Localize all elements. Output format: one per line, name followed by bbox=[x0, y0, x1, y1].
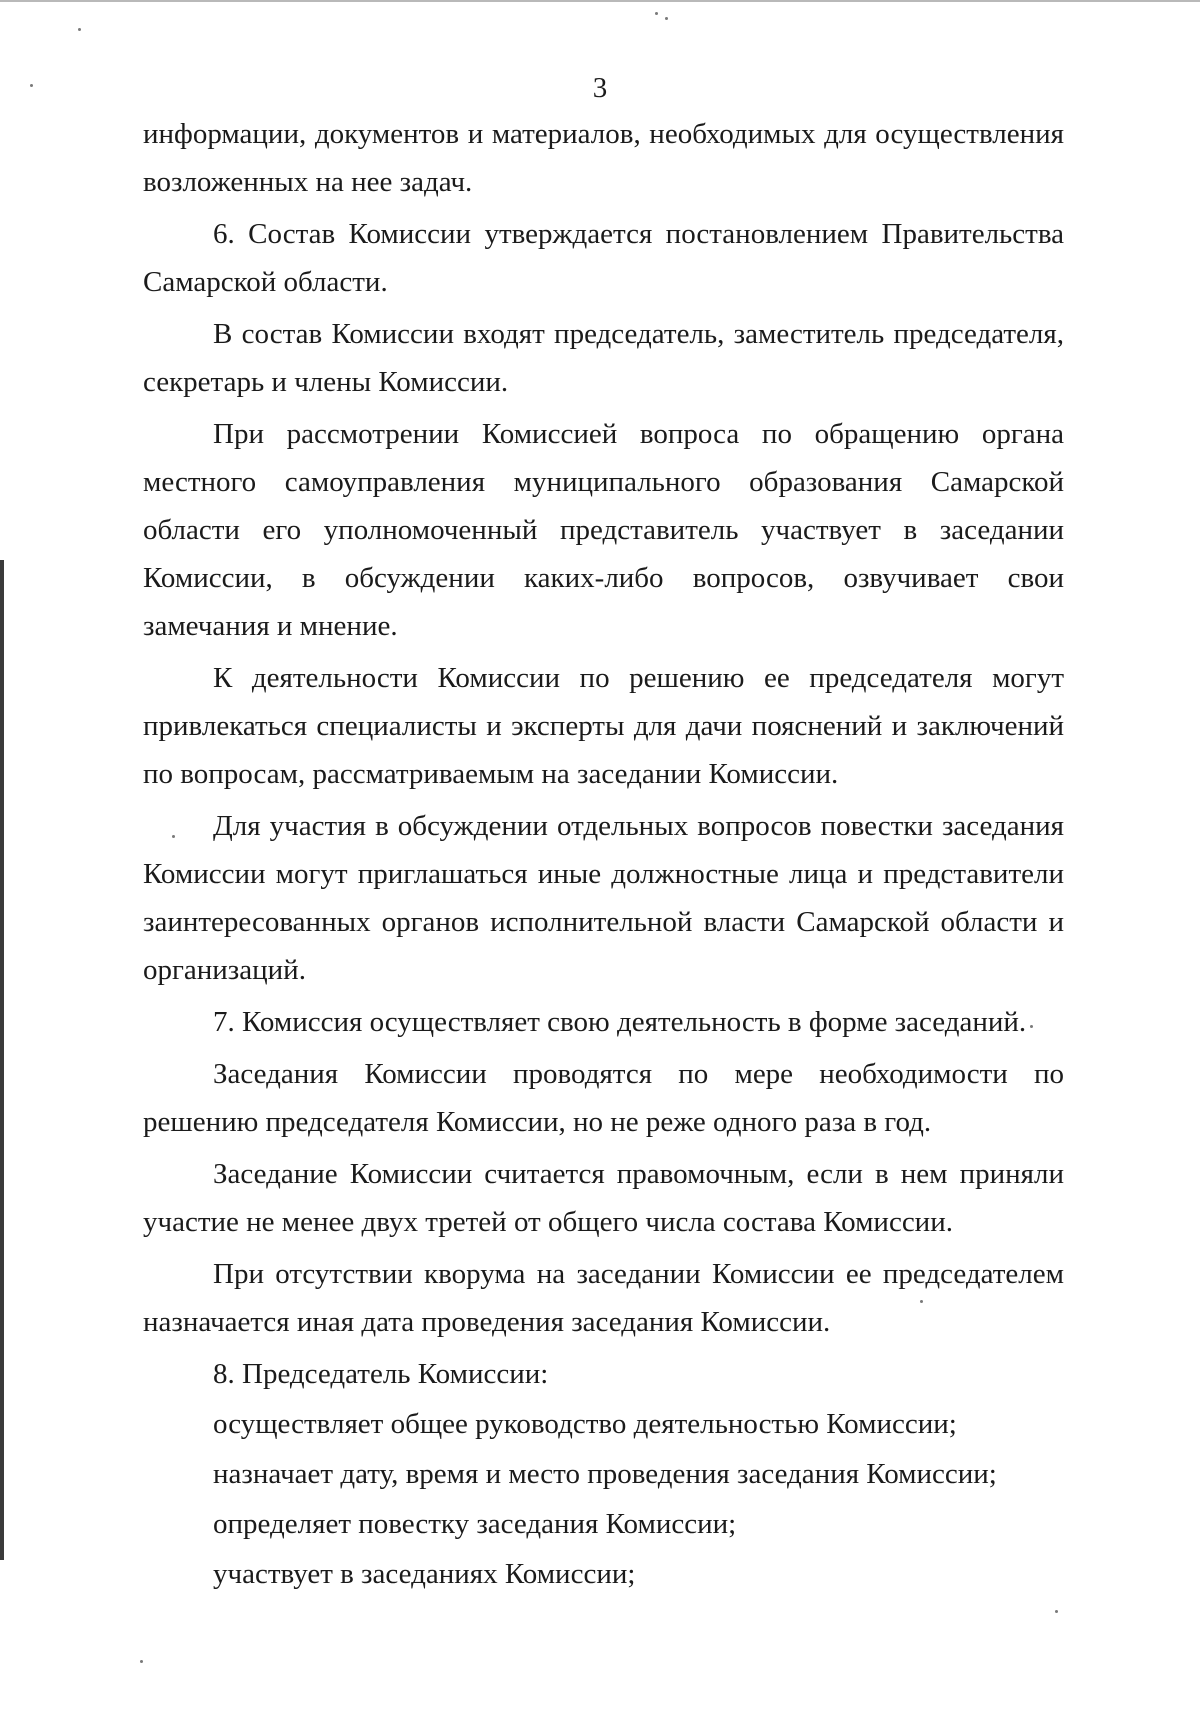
document-body bbox=[143, 110, 1064, 1600]
paragraph-item-6: 6. Состав Комиссии утверждается постановлением Правительства Самарской области. bbox=[143, 218, 1064, 298]
paragraph-meeting-frequency: Заседания Комиссии проводятся по мере необходимости по решению председателя Комиссии, но не реже одного раза в год. bbox=[143, 1058, 1064, 1138]
scan-speck bbox=[140, 1660, 143, 1663]
paragraph-local-representative: При рассмотрении Комиссией вопроса по обращению органа местного самоуправления муниципального образования Самарской области его уполномоченный представитель участвует в заседании Комиссии, в обсуждении каких-либо вопросов, озвучивает свои замечания и мнение. bbox=[143, 418, 1064, 642]
paragraph-experts: К деятельности Комиссии по решению ее председателя могут привлекаться специалисты и эксперты для дачи пояснений и заключений по вопросам, рассматриваемым на заседании Комиссии. bbox=[143, 662, 1064, 790]
paragraph-no-quorum: При отсутствии кворума на заседании Комиссии ее председателем назначается иная дата проведения заседания Комиссии. bbox=[143, 1258, 1064, 1338]
scan-speck bbox=[1030, 1025, 1033, 1028]
chairman-duty-schedule: назначает дату, время и место проведения заседания Комиссии; bbox=[213, 1458, 997, 1490]
scan-speck bbox=[1055, 1610, 1058, 1613]
paragraph-invited-officials: Для участия в обсуждении отдельных вопросов повестки заседания Комиссии могут приглашаться иные должностные лица и представители заинтересованных органов исполнительной власти Самарской области и организаций. bbox=[143, 810, 1064, 986]
chairman-duty-participation: участвует в заседаниях Комиссии; bbox=[213, 1558, 636, 1590]
paragraph-item-8: 8. Председатель Комиссии: bbox=[213, 1358, 549, 1390]
scan-speck bbox=[172, 835, 175, 838]
paragraph-quorum: Заседание Комиссии считается правомочным, если в нем приняли участие не менее двух третей от общего числа состава Комиссии. bbox=[143, 1158, 1064, 1238]
scan-left-edge bbox=[0, 560, 4, 1560]
scan-top-edge bbox=[0, 0, 1200, 2]
chairman-duty-general-management: осуществляет общее руководство деятельностью Комиссии; bbox=[213, 1408, 957, 1440]
scan-speck bbox=[665, 17, 668, 20]
page-number: 3 bbox=[592, 72, 608, 104]
scan-speck bbox=[655, 12, 658, 15]
chairman-duty-agenda: определяет повестку заседания Комиссии; bbox=[213, 1508, 737, 1540]
paragraph-commission-members: В состав Комиссии входят председатель, заместитель председателя, секретарь и члены Комиссии. bbox=[143, 318, 1064, 398]
paragraph-item-7: 7. Комиссия осуществляет свою деятельность в форме заседаний. bbox=[213, 1006, 1027, 1038]
scan-speck bbox=[78, 28, 81, 31]
paragraph-continuation: информации, документов и материалов, необходимых для осуществления возложенных на нее задач. bbox=[143, 118, 1064, 198]
scan-speck bbox=[920, 1300, 923, 1303]
scan-speck bbox=[30, 84, 33, 87]
